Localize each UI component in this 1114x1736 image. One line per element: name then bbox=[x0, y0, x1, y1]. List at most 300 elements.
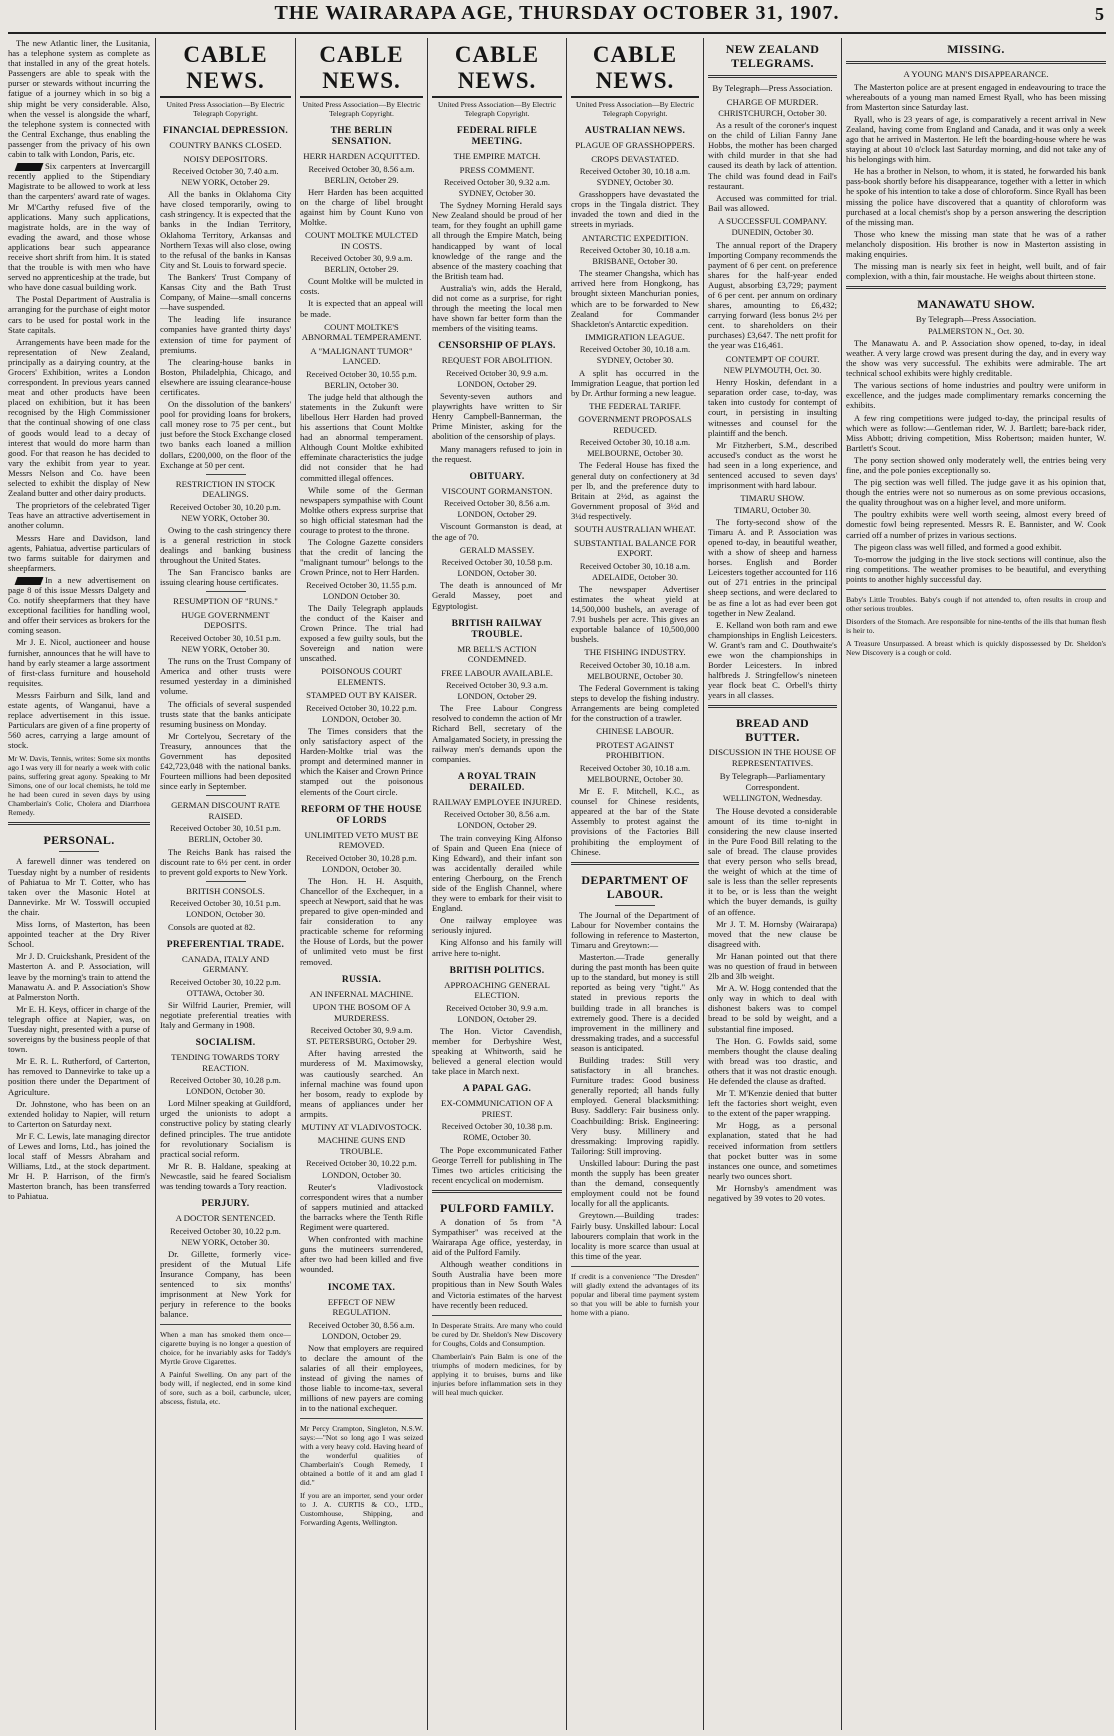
received-dateline: Received October 30, 10.22 p.m. bbox=[170, 977, 281, 987]
article-paragraph: All the banks in Oklahoma City have closed temporarily, owing to cash stringency. It is expected that the banks in the Indian Territory, Oklahoma Territory, Arkansas and Northern Texas will also close, owing to the refusal of the banks in Kansas City and St. Louis to forward specie. bbox=[160, 189, 291, 270]
placeline: NEW YORK, October 30. bbox=[181, 1237, 270, 1247]
column-7 bbox=[846, 38, 1106, 1730]
article-paragraph: Lord Milner speaking at Guildford, urged the unionists to adopt a constructive policy by stating clearly defined principles. The true antidote for revolutionary Socialism is practical social reform. bbox=[160, 1098, 291, 1159]
article-paragraph: The Masterton police are at present engaged in endeavouring to trace the whereabouts of a young man named Ernest Ryall, who has been missing from Masterton since Saturday last. bbox=[846, 81, 1106, 112]
subheadline: A SUCCESSFUL COMPANY. bbox=[718, 215, 827, 226]
subheadline: CHINESE LABOUR. bbox=[596, 726, 674, 737]
article-paragraph: Although weather conditions in South Australia have been more propitious than in New South Wales and Victoria estimates of the harvest have recently been reduced. bbox=[432, 1259, 562, 1310]
advertisement: A Treasure Unsurpassed. A breast which is quickly dispossessed by Dr. Sheldon's New Discovery is a cough or cold. bbox=[846, 639, 1106, 658]
advertisement: Baby's Little Troubles. Baby's cough if not attended to, often results in croup and other serious troubles. bbox=[846, 595, 1106, 614]
column-2 bbox=[160, 38, 291, 1730]
placeline: LONDON, October 30. bbox=[321, 714, 402, 724]
subheadline: COUNT MOLTKE MULCTED IN COSTS. bbox=[305, 230, 418, 251]
received-dateline: Received October 30, 10.22 p.m. bbox=[306, 703, 417, 713]
headline: BRITISH RAILWAY TROUBLE. bbox=[451, 618, 543, 640]
placeline: NEW YORK, October 30. bbox=[181, 513, 270, 523]
headline: MISSING. bbox=[947, 42, 1005, 56]
article-paragraph: When confronted with machine guns the mutineers surrendered, after two had been killed and five wounded. bbox=[300, 1234, 423, 1275]
received-dateline: Received October 30, 9.9 a.m. bbox=[310, 254, 413, 264]
subheadline: CONTEMPT OF COURT. bbox=[725, 353, 820, 364]
article-paragraph: As a result of the coroner's inquest on the child of Lilian Fanny Jane Hobbs, the mother has been charged with child murder in that she had caused its death by lack of attention. The child was found dead in Fail's restaurant. bbox=[708, 120, 837, 191]
article-paragraph: Viscount Gormanston is dead, at the age of 70. bbox=[432, 521, 562, 542]
subheadline: PRESS COMMENT. bbox=[459, 164, 535, 175]
article-paragraph: Mr Cortelyou, Secretary of the Treasury, announces that the Government has deposited £42,723,048 with the national banks. Fourteen millions had been deposited since early in September. bbox=[160, 730, 291, 792]
subheadline: RESTRICTION IN STOCK DEALINGS. bbox=[175, 478, 276, 500]
headline: THE BERLIN SENSATION. bbox=[330, 126, 393, 147]
subheadline: CANADA, ITALY AND GERMANY. bbox=[181, 953, 270, 975]
section-rule bbox=[846, 286, 1106, 289]
placeline: NEW PLYMOUTH, Oct. 30. bbox=[723, 366, 822, 376]
received-dateline: Received October 30, 9.3 a.m. bbox=[446, 681, 548, 691]
article-paragraph: Accused was committed for trial. Bail was allowed. bbox=[708, 192, 837, 213]
rule bbox=[571, 1266, 699, 1267]
subheadline: REQUEST FOR ABOLITION. bbox=[441, 355, 553, 366]
subheadline: CROPS DEVASTATED. bbox=[591, 153, 679, 164]
received-dateline: Received October 30, 8.56 a.m. bbox=[443, 499, 551, 509]
subheadline: PROTEST AGAINST PROHIBITION. bbox=[595, 739, 675, 761]
subheadline: EX-COMMUNICATION OF A PRIEST. bbox=[441, 1098, 553, 1119]
received-dateline: Received October 30, 9.9 a.m. bbox=[446, 368, 548, 378]
article-paragraph: The Hon. Victor Cavendish, member for Derbyshire West, speaking at Whitworth, said he believed a general election would take place in March next. bbox=[432, 1025, 562, 1077]
article-paragraph: The Times considers that the only satisfactory aspect of the Harden-Moltke trial was the prompt and determined manner in which the Kaiser and Crown Prince stamped out the poisonous elements of the Court circle. bbox=[300, 725, 423, 797]
article-paragraph: After having arrested the murderess of M. Maximowsky, was cautiously searched. An infernal machine was found upon her bosom, ready to explode by means of appliances under her armpits. bbox=[300, 1048, 423, 1119]
subheadline: SUBSTANTIAL BALANCE FOR EXPORT. bbox=[573, 537, 697, 559]
article-paragraph: Herr Harden has been acquitted on the charge of libel brought against him by Count Kuno von Moltke. bbox=[300, 186, 423, 227]
article-paragraph: The Sydney Morning Herald says New Zealand should be proud of her team, for they fought an uphill game all through the Empire Match, being handicapped by want of local knowledge of the range and the absence of the mastery coaching that the British team had. bbox=[432, 200, 562, 281]
advertisement: Disorders of the Stomach. Are responsible for nine-tenths of the ills that human flesh is heir to. bbox=[846, 617, 1106, 636]
article-paragraph: Mr E. F. Mitchell, K.C., as counsel for Chinese residents, appeared at the bar of the State Assembly to protest against the provisions of the Factories Bill prohibiting the employment of Chinese. bbox=[571, 786, 699, 857]
article-paragraph: Mr A. W. Hogg contended that the only way in which to deal with dishonest bakers was to compel bread to be sold by weight, and a substantial fine imposed. bbox=[708, 983, 837, 1034]
received-dateline: Received October 30, 10.28 p.m. bbox=[306, 853, 417, 863]
placeline: LONDON, October 30. bbox=[185, 1087, 266, 1097]
advertisement: Mr Percy Crampton, Singleton, N.S.W. says:—"Not so long ago I was seized with a very heavy cold. Having heard of the wonderful qualities of Chamberlain's Cough Remedy, I obtained a bottle of it and am glad I did." bbox=[300, 1424, 423, 1488]
headline: PREFERENTIAL TRADE. bbox=[166, 939, 285, 950]
placeline: ADELAIDE, October 30. bbox=[591, 572, 679, 582]
placeline: ROME, October 30. bbox=[463, 1133, 531, 1143]
article-paragraph: The pigeon class was well filled, and formed a good exhibit. bbox=[854, 541, 1062, 552]
article-paragraph: Many managers refused to join in the request. bbox=[432, 443, 562, 464]
article-paragraph: Now that employers are required to declare the amount of the salaries of all their employees, instead of giving the names of those liable to income-tax, several millions of new payers are coming in to the national exchequer. bbox=[300, 1342, 423, 1414]
section-rule bbox=[708, 75, 837, 78]
article-paragraph: One railway employee was seriously injured. bbox=[432, 915, 562, 936]
received-dateline: Received October 30, 10.38 p.m. bbox=[441, 1122, 553, 1132]
received-dateline: Received October 30, 7.40 a.m. bbox=[172, 167, 279, 176]
subheadline: APPROACHING GENERAL ELECTION. bbox=[444, 979, 550, 1001]
placeline: SYDNEY, October 30. bbox=[596, 178, 674, 188]
headline: PERJURY. bbox=[201, 1199, 250, 1210]
article-paragraph: The train conveying King Alfonso of Spain and Queen Ena (niece of King Edward), and their infant son was accidentally derailed while entering Cherbourg, on the French side of the English Channel, where they were to embark for their visit to England. bbox=[432, 832, 562, 914]
section-rule bbox=[432, 1190, 562, 1193]
article-paragraph: Australia's win, adds the Herald, did not come as a surprise, for right through the meeting the local men have shown far better form than the members of the visiting teams. bbox=[432, 282, 562, 334]
article-paragraph: The proprietors of the celebrated Tiger Teas have an attractive advertisement in another column. bbox=[8, 500, 150, 531]
rule bbox=[615, 905, 655, 906]
article-paragraph: E. Kelland won both ram and ewe championships in English Leicesters. W. Grant's ram and C. Douthwaite's ewe won the championships in Border Leicesters. In inbred halfbreds J. Stringfellow's nineteen year flock beat C. Orbell's thirty years in all classes. bbox=[708, 619, 837, 701]
article-paragraph: Building trades: Still very satisfactory in all branches. Furniture trades: Good business generally reported; all hands fully employed. General blacksmithing: Busy. Saddlery: Fair business only. Coachbuilding: Brisk. Engineering: Very busy. Millinery and dressmaking: Improving rapidly. Tailoring: Still improving. bbox=[571, 1055, 699, 1156]
advertisement: If you are an importer, send your order to J. A. CURTIS & CO., LTD., Customhouse, Shipping, and Forwarding Agents, Wellington. bbox=[300, 1491, 423, 1528]
placeline: NEW YORK, October 30. bbox=[181, 645, 270, 655]
rule bbox=[206, 474, 246, 475]
article-paragraph: The Daily Telegraph applauds the conduct of the Kaiser and Crown Prince. The trial had exposed a few guilty souls, but the Sovereign and nation were unscathed. bbox=[300, 602, 423, 664]
placeline: CHRISTCHURCH, October 30. bbox=[718, 109, 827, 118]
advertisement: In Desperate Straits. Are many who could be cured by Dr. Sheldon's New Discovery for Coughs, Colds and Consumption. bbox=[432, 1320, 562, 1348]
article-paragraph: On the dissolution of the bankers' pool for providing loans for brokers, call money rose to 75 per cent., but just before the Stock Exchange closed two banks each loaned a million dollars, £200,000, on the floor of the Exchange at 50 per cent. bbox=[160, 399, 291, 470]
subheadline: DISCUSSION IN THE HOUSE OF REPRESENTATIVES. bbox=[708, 747, 837, 768]
placeline: OTTAWA, October 30. bbox=[186, 988, 265, 998]
newspaper-masthead: THE WAIRARAPA AGE, THURSDAY OCTOBER 31, 1907. bbox=[274, 2, 840, 24]
placeline: WELLINGTON, Wednesday. bbox=[722, 794, 823, 804]
article-paragraph: King Alfonso and his family will arrive here to-night. bbox=[432, 937, 562, 958]
subheadline: RESUMPTION OF "RUNS." bbox=[173, 596, 278, 607]
placeline: BERLIN, October 29. bbox=[324, 175, 399, 185]
cable-news-credit: United Press Association—By Electric Telegraph Copyright. bbox=[576, 100, 694, 118]
article-paragraph: Six carpenters at Invercargill recently applied to the Stipendiary Magistrate to be allowed to work at less than the carpenters' award rate of wages. Mr M'Carthy refused five of the applications. Many such applications, magistrate holds, are in the way of evading the award, and those whose applications bear such appearance receive short shrift from him. It is stated that the trouble is with men who have served no apprenticeship at the trade, but who have done casual building work. bbox=[8, 161, 150, 293]
advertisement: If credit is a convenience "The Dresden" will gladly extend the advantages of its popular and liberal time payment system so that you will be able to furnish your home with a piano. bbox=[571, 1271, 699, 1317]
subheadline: FREE LABOUR AVAILABLE. bbox=[441, 667, 553, 678]
column-divider bbox=[566, 38, 567, 1730]
placeline: SYDNEY, October 30. bbox=[458, 189, 536, 199]
article-paragraph: Messrs Hare and Davidson, land agents, Pahiatua, advertise particulars of two farms suitable for dairymen and sheepfarmers. bbox=[8, 532, 150, 573]
headline: SOCIALISM. bbox=[195, 1038, 256, 1049]
placeline: SYDNEY, October 30. bbox=[596, 356, 674, 366]
advertisement: Mr W. Davis, Tennis, writes: Some six months ago I was very ill for nearly a week with colic pains, suffering great agony. Speaking to Mr Simons, one of our local chemists, he told me he had been cured in seven days by using Chamberlain's Colic, Cholera and Diarrhoea Remedy. bbox=[8, 754, 150, 818]
article-paragraph: In a new advertisement on page 8 of this issue Messrs Dalgety and Co. notify sheepfarmers that they have exceptional facilities for handling wool, and offer their services as brokers for the coming season. bbox=[8, 574, 150, 636]
article-paragraph: The Manawatu A. and P. Association show opened, to-day, in ideal weather. A very large crowd was present during the day, and in every way the show was very successful. The exhibits were admirable. The art technical school exhibits were highly creditable. bbox=[846, 337, 1106, 379]
headline: OBITUARY. bbox=[469, 471, 525, 482]
article-paragraph: Mr F. C. Lewis, late managing director of Lewes and Iorns, Ltd., has joined the local staff of Messrs Abraham and Williams, Ltd., at the stock department. Mr H. P. Harrison, of the firm's Masterton branch, has been transferred to Pahiatua. bbox=[8, 1130, 150, 1202]
byline: By Telegraph—Press Association. bbox=[712, 83, 833, 93]
cable-news-title: CABLE NEWS. bbox=[300, 42, 423, 98]
received-dateline: Received October 30, 10.58 p.m. bbox=[441, 558, 553, 568]
header-rule bbox=[8, 32, 1106, 34]
subheadline: A "MALIGNANT TUMOR" LANCED. bbox=[310, 345, 413, 367]
placeline: LONDON October 30. bbox=[323, 591, 400, 601]
article-paragraph: Mr E. R. L. Rutherford, of Carterton, has removed to Dannevirke to take up a position there under the Department of Agriculture. bbox=[8, 1056, 150, 1097]
headline: FEDERAL RIFLE MEETING. bbox=[456, 126, 538, 147]
received-dateline: Received October 30, 10.22 p.m. bbox=[170, 1226, 281, 1236]
headline: MANAWATU SHOW. bbox=[917, 297, 1035, 312]
placeline: LONDON, October 29. bbox=[457, 692, 537, 702]
received-dateline: Received October 30, 10.18 a.m. bbox=[579, 763, 691, 773]
article-paragraph: The new Atlantic liner, the Lusitania, has a telephone system as complete as that installed in any of the great hotels. Passengers are able to speak with the purser or stewards without incurring the fatigue of a journey which in so big a ship might be very considerable. Also, when the vessel is alongside the wharf, the telephone system is connected with the Central Exchange, thus enabling the passenger from the privacy of his own cabin to talk with London, Paris, etc. bbox=[8, 38, 150, 160]
subheadline: MACHINE GUNS END TROUBLE. bbox=[317, 1135, 406, 1156]
article-paragraph: The Postal Department of Australia is arranging for the purchase of eight motor cars to be used for postal work in the State capitals. bbox=[8, 294, 150, 335]
article-paragraph: A farewell dinner was tendered on Tuesday night by a number of residents of Pahiatua to Mr T. Cotter, who has taken over the Masonic Hotel at Dannevirke. Mr W. Tosswill occupied the chair. bbox=[8, 856, 150, 917]
article-paragraph: The Journal of the Department of Labour for November contains the following in reference to Masterton, Timaru and Greytown:— bbox=[571, 909, 699, 950]
placeline: LONDON, October 29. bbox=[457, 1014, 537, 1024]
received-dateline: Received October 30, 8.56 a.m. bbox=[308, 164, 415, 174]
section-rule bbox=[8, 822, 150, 825]
article-paragraph: The Cologne Gazette considers that the credit of lancing the "malignant tumour" belongs to the Crown Prince, not to Herr Harden. bbox=[300, 537, 423, 578]
article-paragraph: The forty-second show of the Timaru A. and P. Association was opened to-day, in beautiful weather, with a show of sheep and harness horses. English and Border Leicesters together accounted for 116 out of 271 entries in the principal sheep sections, and were declared to be as fine a lot as had ever been got together in New Zealand. bbox=[708, 516, 837, 618]
article-paragraph: The death is announced of Mr Gerald Massey, poet and Egyptologist. bbox=[432, 580, 562, 611]
article-paragraph: The Federal House has fixed the general duty on confectionery at 3d per lb, and the preference duty to Britain at 2½d, as against the Government proposal of 3½d and 3¼d respectively. bbox=[571, 460, 699, 521]
received-dateline: Received October 30, 10.22 p.m. bbox=[306, 1159, 417, 1169]
received-dateline: Received October 30, 10.18 a.m. bbox=[579, 561, 691, 571]
subheadline: NOISY DEPOSITORS. bbox=[183, 153, 268, 164]
subheadline: BRITISH CONSOLS. bbox=[186, 885, 265, 896]
article-paragraph: While some of the German newspapers sympathise with Count Moltke others express surprise that so high official statesman had the courage to protest to the throne. bbox=[300, 484, 423, 536]
headline: INCOME TAX. bbox=[327, 1282, 396, 1293]
article-paragraph: Count Moltke will be mulcted in costs. bbox=[300, 276, 423, 297]
placeline: LONDON, October 29. bbox=[321, 1331, 402, 1341]
received-dateline: Received October 30, 10.55 p.m. bbox=[306, 369, 417, 379]
article-paragraph: Mr Hogg, as a personal explanation, stated that he had received information from settlers that pocket butter was in some instances one ounce, and sometimes nearly two ounces short. bbox=[708, 1120, 837, 1181]
subheadline: RAILWAY EMPLOYEE INJURED. bbox=[432, 796, 562, 807]
article-paragraph: The missing man is nearly six feet in height, well built, and of fair complexion, with a thin, fair moustache. He weighs about thirteen stone. bbox=[846, 261, 1106, 282]
article-paragraph: Mr T. M'Kenzie denied that butter left the factories short weight, even to the extent of the paper wrapping. bbox=[708, 1088, 837, 1119]
article-paragraph: Seventy-seven authors and playwrights have written to Sir Henry Campbell-Bannerman, the Prime Minister, asking for the abolition of the censorship of plays. bbox=[432, 391, 562, 442]
article-paragraph: Masterton.—Trade generally during the past month has been quite up to the standard, but money is still reported as being very "tight." As stated in previous reports the building trade in all branches is extremely good. There is a decided improvement in the millinery and dressmaking trades, and a successful season is anticipated. bbox=[571, 952, 699, 1053]
subheadline: STAMPED OUT BY KAISER. bbox=[306, 690, 417, 701]
subheadline: HUGE GOVERNMENT DEPOSITS. bbox=[181, 609, 270, 631]
article-paragraph: Miss Iorns, of Masterton, has been appointed teacher at the Dry River School. bbox=[8, 919, 150, 950]
placeline: PALMERSTON N., Oct. 30. bbox=[927, 326, 1025, 336]
placeline: LONDON, October 29. bbox=[457, 821, 537, 831]
section-rule bbox=[846, 61, 1106, 64]
article-paragraph: Mr R. B. Haldane, speaking at Newcastle, said he feared Socialism was tending towards a Tory reaction. bbox=[160, 1160, 291, 1192]
column-3 bbox=[300, 38, 423, 1730]
article-paragraph: Arrangements have been made for the representation of New Zealand, principally as a dairying country, at the Grocers' Exhibition, writes a London correspondent. In previous years canned meat and other products have been placed on exhibition, but it has been recognised by the High Commissioner that the continual showing of one class of goods would lead to a decay of interest that would do more harm than good. For that reason he has decided to vary the exhibit from year to year. Messrs Nelson and Co. have been selected to exhibit the display of New Zealand butter and other dairy products. bbox=[8, 336, 150, 499]
received-dateline: Received October 30, 10.18 a.m. bbox=[579, 167, 691, 176]
article-paragraph: The pig section was well filled. The judge gave it as his opinion that, though the entries were not so numerous as on some previous occasions, the quality throughout was on a higher level, and more uniform. bbox=[846, 477, 1106, 508]
received-dateline: Received October 30, 8.56 a.m. bbox=[443, 810, 551, 820]
article-paragraph: The officials of several suspended trusts state that the banks anticipate resuming business on Monday. bbox=[160, 698, 291, 729]
subheadline: GERMAN DISCOUNT RATE RAISED. bbox=[171, 800, 280, 821]
subheadline: POISONOUS COURT ELEMENTS. bbox=[321, 666, 402, 687]
section-rule bbox=[708, 705, 837, 708]
headline: REFORM OF THE HOUSE OF LORDS bbox=[300, 804, 423, 826]
received-dateline: Received October 30, 10.51 p.m. bbox=[170, 824, 281, 834]
subheadline: AN INFERNAL MACHINE. bbox=[309, 988, 414, 999]
section-rule bbox=[571, 862, 699, 865]
cable-news-title: CABLE NEWS. bbox=[160, 42, 291, 98]
rule bbox=[846, 589, 1106, 590]
placeline: MELBOURNE, October 30. bbox=[587, 449, 683, 459]
headline: FINANCIAL DEPRESSION. bbox=[162, 126, 289, 136]
article-paragraph: The pony section showed only moderately well, the entries being very fine, and the pole ponies exceptionally so. bbox=[846, 454, 1106, 475]
article-paragraph: It is expected that an appeal will be made. bbox=[300, 298, 423, 319]
subheadline: TENDING TOWARDS TORY REACTION. bbox=[171, 1052, 280, 1073]
subheadline: PLAGUE OF GRASSHOPPERS. bbox=[575, 140, 695, 150]
placeline: BERLIN, October 29. bbox=[324, 265, 399, 275]
headline: NEW ZEALAND TELEGRAMS. bbox=[725, 42, 820, 70]
column-4 bbox=[432, 38, 562, 1730]
article-paragraph: Consols are quoted at 82. bbox=[168, 921, 256, 932]
placeline: LONDON, October 29. bbox=[457, 510, 537, 520]
advertisement: When a man has smoked them once—cigarette buying is no longer a question of choice, for he invariably asks for Taddy's Myrtle Grove Cigarettes. bbox=[160, 1330, 291, 1367]
byline: By Telegraph—Press Association. bbox=[915, 314, 1037, 325]
cable-news-title: CABLE NEWS. bbox=[432, 42, 562, 98]
article-paragraph: The Free Labour Congress resolved to condemn the action of Mr Richard Bell, secretary of the Amalgamated Society, in pressing the railway men's demands upon the companies. bbox=[432, 703, 562, 764]
article-paragraph: Mr J. D. Cruickshank, President of the Masterton A. and P. Association, will leave by the morning's train to attend the Manawatu A. and P. Association's Show at Palmerston North. bbox=[8, 951, 150, 1002]
article-paragraph: A donation of 5s from "A Sympathiser" was received at the Wairarapa Age office, yesterday, in aid of the Pulford Family. bbox=[432, 1216, 562, 1258]
byline: By Telegraph—Parliamentary Correspondent. bbox=[719, 771, 826, 792]
column-divider bbox=[155, 38, 156, 1730]
cable-news-title: CABLE NEWS. bbox=[571, 42, 699, 98]
subheadline: COUNTRY BANKS CLOSED. bbox=[169, 140, 282, 150]
article-paragraph: The newspaper Advertiser estimates the wheat yield at 14,500,000 bushels, an average of 7.91 bushels per acre. This gives an exportable balance of 10,500,000 bushels. bbox=[571, 583, 699, 645]
placeline: LONDON, October 30. bbox=[457, 569, 537, 579]
article-paragraph: Grasshoppers have devastated the crops in the Tingala district. They invaded the town and died in the streets in myriads. bbox=[571, 189, 699, 230]
cable-news-credit: United Press Association—By Electric Telegraph Copyright. bbox=[166, 100, 285, 118]
article-paragraph: A few ring competitions were judged to-day, the principal results of which were as follow:—Gentleman rider, W. J. Bartlett; bare-back rider, Miss Abbott; driving competition, Miss Robertson; maiden hunter, W. Bartlett's Scout. bbox=[846, 412, 1106, 453]
received-dateline: Received October 30, 10.51 p.m. bbox=[170, 899, 281, 909]
article-paragraph: Mr Fitzherbert, S.M., described accused's conduct as the worst he had seen in a long experience, and sentenced accused to seven days' imprisonment with hard labour. bbox=[708, 439, 837, 491]
subheadline: GERALD MASSEY. bbox=[459, 544, 535, 555]
article-paragraph: Reuter's Vladivostock correspondent wires that a number of sappers mutinied and attacked the barracks where the Tenth Rifle Regiment were quartered. bbox=[300, 1181, 423, 1233]
subheadline: THE FISHING INDUSTRY. bbox=[584, 647, 686, 658]
article-paragraph: The runs on the Trust Company of America and other trusts were resumed yesterday in a diminished volume. bbox=[160, 656, 291, 697]
received-dateline: Received October 30, 10.18 a.m. bbox=[579, 660, 691, 670]
article-paragraph: Dr. Gillette, formerly vice-president of the Mutual Life Insurance Company, has been sentenced to six months' imprisonment at New York for perjury in reference to the books balance. bbox=[160, 1248, 291, 1320]
received-dateline: Received October 30, 9.32 a.m. bbox=[443, 178, 551, 187]
placeline: MELBOURNE, October 30. bbox=[587, 774, 683, 784]
placeline: LONDON, October 30. bbox=[321, 1170, 402, 1180]
article-paragraph: The clearing-house banks in Boston, Philadelphia, Chicago, and elsewhere are issuing clearance-house certificates. bbox=[160, 356, 291, 397]
article-paragraph: Mr E. H. Keys, officer in charge of the telegraph office at Napier, was, on Tuesday night, presented with a purse of sovereigns by the business people of that town. bbox=[8, 1003, 150, 1055]
placeline: DUNEDIN, October 30. bbox=[731, 228, 814, 238]
placeline: BRISBANE, October 30. bbox=[592, 257, 678, 267]
received-dateline: Received October 30, 9.9 a.m. bbox=[310, 1026, 413, 1036]
page-header bbox=[0, 0, 1114, 40]
headline: RUSSIA. bbox=[341, 974, 382, 985]
ink-blot-icon bbox=[15, 577, 44, 585]
page-number: 5 bbox=[1095, 4, 1104, 24]
article-paragraph: Those who knew the missing man state that he was of a rather melancholy disposition. His brother is now in Masterton assisting in making enquiries. bbox=[846, 228, 1106, 259]
ink-blot-icon bbox=[15, 163, 44, 171]
article-paragraph: The Pope excommunicated Father George Terrell for publishing in The Times two articles criticising the recent encyclical on modernism. bbox=[432, 1144, 562, 1185]
article-paragraph: Ryall, who is 23 years of age, is comparatively a recent arrival in New Zealand, having come from England and Canada, and it was only a week ago that he arrived in Masterton. He left the boarding-house where he was staying at about 10 o'clock last Saturday morning, and did not take any of his belongings with him. bbox=[846, 113, 1106, 165]
placeline: BERLIN, October 30. bbox=[324, 380, 399, 390]
article-paragraph: The leading life insurance companies have granted thirty days' extension of time for payment of premiums. bbox=[160, 314, 291, 355]
subheadline: UPON THE BOSOM OF A MURDERESS. bbox=[312, 1002, 411, 1023]
subheadline: THE FEDERAL TARIFF. bbox=[589, 400, 681, 411]
rule bbox=[206, 795, 246, 796]
advertisement: Chamberlain's Pain Balm is one of the triumphs of modern medicines, for by applying it to bruises, burns and like injuries before inflammation sets in they will heal much quicker. bbox=[432, 1351, 562, 1397]
article-paragraph: He has a brother in Nelson, to whom, it is stated, he forwarded his bank pass-book shortly before his disappearance, together with a letter in which he spoke of his intention to take a dose of chloroform. Since Ryall has been missing the police have discovered that a quantity of chloroform was purchased at a local chemist's shop by a person answering the description of the missing man. bbox=[846, 166, 1106, 227]
placeline: NEW YORK, October 29. bbox=[181, 178, 270, 188]
article-paragraph: The Hon. H. H. Asquith, Chancellor of the Exchequer, in a speech at Newport, said that he was prepared to give open-minded and fair consideration to any practicable scheme for reforming the House of Lords, but the power of unlimited veto must be first removed. bbox=[300, 875, 423, 967]
headline: PULFORD FAMILY. bbox=[439, 1200, 555, 1215]
column-divider bbox=[841, 38, 842, 1730]
headline: DEPARTMENT OF LABOUR. bbox=[581, 872, 689, 901]
received-dateline: Received October 30, 10.18 a.m. bbox=[579, 345, 691, 355]
received-dateline: Received October 30, 10.28 p.m. bbox=[170, 1076, 281, 1086]
placeline: BERLIN, October 30. bbox=[188, 835, 263, 845]
received-dateline: Received October 30, 10.51 p.m. bbox=[170, 633, 281, 643]
subheadline: TIMARU SHOW. bbox=[740, 493, 805, 504]
subheadline: MR BELL'S ACTION CONDEMNED. bbox=[457, 643, 537, 665]
headline: BRITISH POLITICS. bbox=[449, 965, 545, 976]
subheadline: HERR HARDEN ACQUITTED. bbox=[303, 151, 420, 161]
subheadline: UNLIMITED VETO MUST BE REMOVED. bbox=[304, 829, 419, 851]
received-dateline: Received October 30, 8.56 a.m. bbox=[308, 1320, 415, 1330]
placeline: LONDON, October 30. bbox=[185, 910, 266, 920]
subheadline: COUNT MOLTKE'S ABNORMAL TEMPERAMENT. bbox=[301, 321, 422, 343]
article-paragraph: Dr. Johnstone, who has been on an extended holiday to Napier, will return to Carterton on Saturday next. bbox=[8, 1098, 150, 1129]
subheadline: THE EMPIRE MATCH. bbox=[453, 151, 541, 161]
article-paragraph: Greytown.—Building trades: Fairly busy. Unskilled labour: Local labourers complain that work in the locality is more scarce than usual at this time of the year. bbox=[571, 1210, 699, 1261]
received-dateline: Received October 30, 10.18 a.m. bbox=[579, 438, 691, 448]
rule bbox=[300, 1418, 423, 1419]
article-paragraph: The Bankers' Trust Company of Kansas City and the Bath Trust Company, of Maine—small concerns—have suspended. bbox=[160, 271, 291, 313]
received-dateline: Received October 30, 9.9 a.m. bbox=[446, 1003, 548, 1013]
subheadline: CHARGE OF MURDER. bbox=[726, 96, 819, 107]
subheadline: MUTINY AT VLADIVOSTOCK. bbox=[301, 1121, 422, 1132]
rule bbox=[432, 1315, 562, 1316]
rule bbox=[206, 881, 246, 882]
headline: BREAD AND BUTTER. bbox=[735, 716, 810, 745]
rule bbox=[206, 591, 246, 592]
received-dateline: Received October 30, 11.55 p.m. bbox=[306, 580, 417, 590]
column-1 bbox=[8, 38, 150, 1730]
received-dateline: Received October 30, 10.18 a.m. bbox=[579, 246, 691, 256]
article-paragraph: The steamer Changsha, which has arrived here from Hongkong, has brought sixteen Manchurian ponies, which are to be forwarded to New Zealand for Commander Shackleton's Antarctic expedition. bbox=[571, 268, 699, 329]
article-paragraph: Owing to the cash stringency there is a general restriction in stock dealings and banking business throughout the United States. bbox=[160, 524, 291, 566]
placeline: ST. PETERSBURG, October 29. bbox=[306, 1037, 417, 1047]
subheadline: EFFECT OF NEW REGULATION. bbox=[327, 1296, 396, 1317]
subheadline: GOVERNMENT PROPOSALS REDUCED. bbox=[578, 414, 692, 435]
article-paragraph: Mr Hornsby's amendment was negatived by 39 votes to 20 votes. bbox=[708, 1182, 837, 1204]
column-6 bbox=[708, 38, 837, 1730]
article-paragraph: Mr Hanan pointed out that there was no question of fraud in between 2lb and 3lb weight. bbox=[708, 950, 837, 982]
article-paragraph: Henry Hoskin, defendant in a separation order case, to-day, was taken into custody for contempt of court, in persisting in insulting witnesses and counsel for the plaintiff and the bench. bbox=[708, 377, 837, 438]
article-paragraph: The San Francisco banks are issuing clearing house certificates. bbox=[160, 567, 291, 588]
article-paragraph: Mr J. E. Nicol, auctioneer and house furnisher, announces that he will have to hand by early steamer a large assortment of first-class furniture and household requisites. bbox=[8, 637, 150, 688]
subheadline: ANTARCTIC EXPEDITION. bbox=[581, 232, 689, 243]
article-paragraph: The Federal Government is taking steps to develop the fishing industry. Arrangements are being completed for the construction of a trawler. bbox=[571, 682, 699, 724]
column-divider bbox=[703, 38, 704, 1730]
subheadline: A YOUNG MAN'S DISAPPEARANCE. bbox=[903, 69, 1049, 79]
article-paragraph: A split has occurred in the Immigration League, that portion led by Dr. Arthur forming a new league. bbox=[571, 367, 699, 398]
article-paragraph: Mr J. T. M. Hornsby (Wairarapa) moved that the new clause be disagreed with. bbox=[708, 918, 837, 949]
placeline: TIMARU, October 30. bbox=[734, 505, 811, 515]
headline: AUSTRALIAN NEWS. bbox=[584, 126, 686, 136]
advertisement: A Painful Swelling. On any part of the body will, if neglected, end in some kind of sore, such as a boil, carbuncle, ulcer, abscess, fistula, etc. bbox=[160, 1370, 291, 1407]
section-heading-personal: PERSONAL. bbox=[43, 833, 115, 848]
article-paragraph: The various sections of home industries and poultry were uniform in excellence, and the judges made complimentary remarks concerning the exhibits. bbox=[846, 380, 1106, 411]
rule bbox=[59, 851, 99, 852]
placeline: MELBOURNE, October 30. bbox=[587, 671, 683, 681]
headline: A ROYAL TRAIN DERAILED. bbox=[457, 771, 537, 793]
subheadline: VISCOUNT GORMANSTON. bbox=[441, 485, 553, 496]
headline: CENSORSHIP OF PLAYS. bbox=[438, 341, 556, 352]
article-paragraph: Unskilled labour: During the past month the supply has been greater than the demand, consequently employment could not be found locally for all the applicants. bbox=[571, 1157, 699, 1209]
subheadline: IMMIGRATION LEAGUE. bbox=[585, 331, 685, 342]
article-paragraph: To-morrow the judging in the live stock sections will continue, also the ring competitions. The weather promises to be beautiful, and everything points to another highly successful day. bbox=[846, 553, 1106, 584]
column-divider bbox=[295, 38, 296, 1730]
column-5 bbox=[571, 38, 699, 1730]
cable-news-credit: United Press Association—By Electric Telegraph Copyright. bbox=[438, 100, 556, 118]
article-paragraph: The judge held that although the statements in the Zukunft were libellous Herr Harden had proved his assertions that Count Moltke had an abnormal temperament. Although Count Moltke exhibited effeminate characteristics the judge did not consider that he had committed illegal offences. bbox=[300, 391, 423, 483]
article-paragraph: The Hon. G. Fowlds said, some members thought the clause dealing with bread was too drastic, and others that it was not drastic enough. He defended the clause as drafted. bbox=[708, 1035, 837, 1086]
article-paragraph: Messrs Fairburn and Silk, land and estate agents, of Wanganui, have a replace advertisement in this issue. Particulars are given of a fine property of 560 acres, carrying a large amount of stock. bbox=[8, 689, 150, 751]
placeline: LONDON, October 30. bbox=[321, 864, 402, 874]
rule bbox=[160, 1324, 291, 1325]
article-paragraph: Sir Wilfrid Laurier, Premier, will negotiate preferential treaties with Italy and Germany in 1908. bbox=[160, 999, 291, 1030]
placeline: LONDON, October 29. bbox=[457, 380, 537, 389]
headline: A PAPAL GAG. bbox=[462, 1084, 532, 1095]
cable-news-credit: United Press Association—By Electric Telegraph Copyright. bbox=[302, 100, 421, 118]
article-paragraph: The annual report of the Drapery Importing Company recommends the payment of 6 per cent. on preference shares for the half-year ended August, absorbing £3,729; payment of 6 per cent. per annum on ordinary shares, amounting to £6,432; carrying forward (less bonus 2½ per cent. to shareholders on their purchases) £3,647. The nett profit for the year was £16,461. bbox=[708, 239, 837, 351]
received-dateline: Received October 30, 10.20 p.m. bbox=[170, 502, 281, 512]
column-divider bbox=[427, 38, 428, 1730]
subheadline: A DOCTOR SENTENCED. bbox=[175, 1213, 276, 1224]
article-paragraph: The House devoted a considerable amount of its time to-night in considering the new clause inserted in the Pure Food Bill relating to the sale of bread. The clause provides that every person who sells bread, the weight of which at the time of sale is less than the seller represents it to be, or is less than the weight which the buyer demands, is guilty of an offence. bbox=[708, 805, 837, 917]
subheadline: SOUTH AUSTRALIAN WHEAT. bbox=[574, 524, 696, 535]
article-paragraph: The Reichs Bank has raised the discount rate to 6½ per cent. in order to prevent gold exports to New York. bbox=[160, 846, 291, 877]
article-paragraph: The poultry exhibits were well worth seeing, almost every breed of domestic fowl being represented. Messrs R. E. Bannister, and W. Cook carried off a number of prizes in various sections. bbox=[846, 509, 1106, 540]
